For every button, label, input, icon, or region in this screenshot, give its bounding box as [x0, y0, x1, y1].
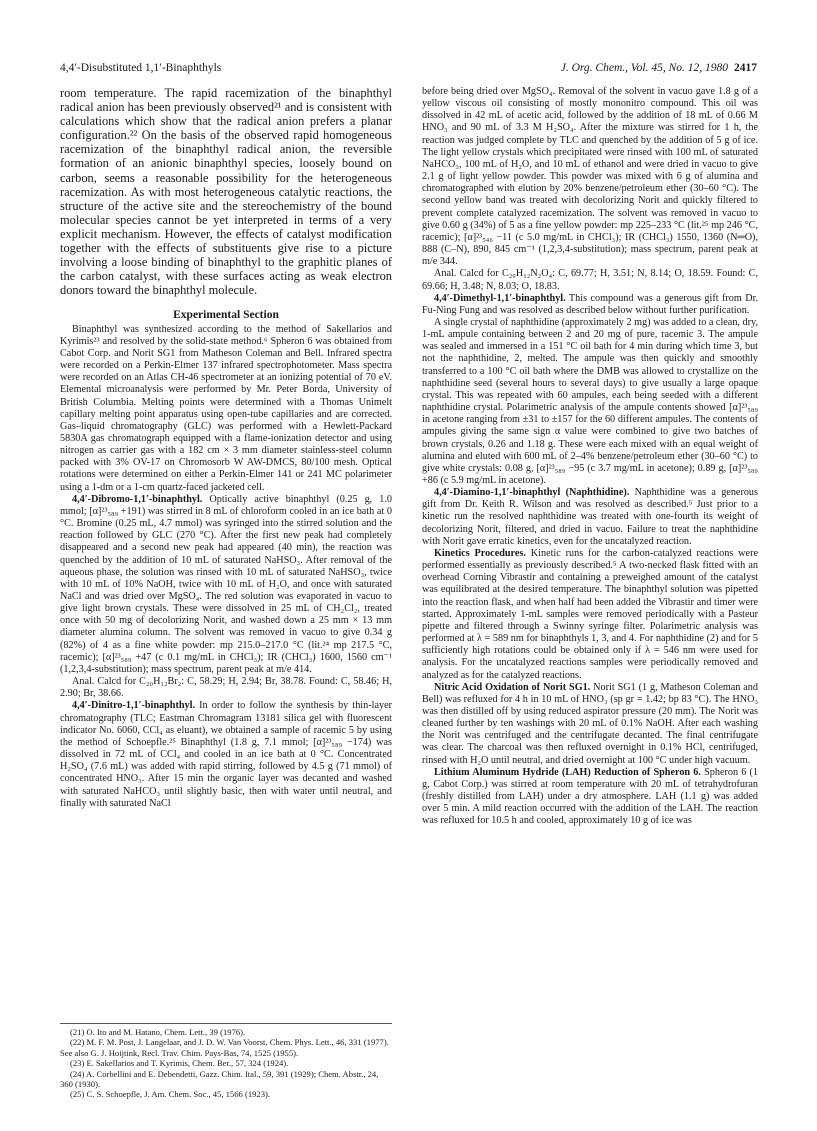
- paragraph-text: In order to follow the synthesis by thin-layer chromatography (TLC; Eastman Chromagram 13181 silica gel with fluorescent indicator No. 6060, CCl₄ as eluant), we obtained a sample of racemic 5 by using the method of Schoepfle.²⁵ Binaphthyl (1.8 g, 7.1 mmol; [α]²³₅₈₉ −174) was dissolved in 72 mL of CCl₄ and cooled in an ice bath at 0 °C. Concentrated H₂SO₄ (7.6 mL) was added with rapid stirring, followed by 4.5 g (71 mmol) of concentrated HNO₃. After 15 min the organic layer was decanted and washed with saturated NaHCO₃ until slightly basic, then with water until neutral, and finally with saturated NaCl: [60, 700, 392, 809]
- left-column: [60, 86, 392, 810]
- paragraph: before being dried over MgSO₄. Removal of the solvent in vacuo gave 1.8 g of a yellow viscous oil consisting of mostly mononitro compound. This oil was dissolved in 42 mL of acetic acid, followed by the addition of 18 mL of 0.66 M HNO₃ and 90 mL of 3.3 M H₂SO₄. After the mixture was stirred for 1 h, the reaction was judged complete by TLC and quenched by the addition of 5 g of ice. The light yellow crystals which precipitated were rinsed with 100 mL of saturated NaHCO₃, 100 mL of H₂O, and 10 mL of ethanol and were dried in vacuo to give 2.1 g of light yellow powder. This powder was mixed with 6 g of alumina and chromatographed with elution by 20% benzene/petroleum ether (30–60 °C). The second yellow band was treated with decolorizing Norit and quickly filtered to prevent complete catalyzed racemization. The solvent was removed in vacuo to give 0.60 g (34%) of 5 as a fine yellow powder: mp 225–233 °C (lit.²⁵ mp 246 °C, racemic); [α]²³₅₄₆ −11 (c 5.0 mg/mL in CHCl₃); IR (CHCl₃) 1550, 1360 (N═O), 888 (C–N), 890, 845 cm⁻¹ (1,2,3,4-substitution); mass spectrum, parent peak at m/e 344.: [422, 86, 758, 268]
- footnote: (25) C. S. Schoepfle, J. Am. Chem. Soc., 45, 1566 (1923).: [70, 1089, 271, 1100]
- footnote: (24) A. Corbellini and E. Debendetti, Gazz. Chim. Ital., 59, 391 (1929); Chem. Abstr., 24, 360 (1930).: [60, 1068, 379, 1090]
- journal-citation: [561, 62, 757, 74]
- paragraph: Anal. Calcd for C₂₀H₁₂N₂O₄: C, 69.77; H, 3.51; N, 8.14; O, 18.59. Found: C, 69.66; H, 3.48; N, 8.03; O, 18.83.: [422, 268, 758, 292]
- paragraph: [422, 293, 758, 317]
- paragraph-text: Naphthidine was a generous gift from Dr. Keith R. Wilson and was resolved as described.⁵ Just prior to a kinetic run the resolved naphthidine was treated with one-fourth its weight of decolorizing Norit, filtered, and dried in vacuo. Failure to treat the naphthidine with Norit gave erratic kinetics, even for the uncatalyzed reaction.: [422, 487, 758, 547]
- paragraph-text: Norit SG1 (1 g, Matheson Coleman and Bell) was refluxed for 4 h in 10 mL of HNO₃ (sp gr = 1.42; bp 83 °C). The HNO₃ was then distilled off by using reduced aspirator pressure (20 mm). The Norit was cleaned further by ten washings with 20 mL of 0.1% NaOH. After each washing the Norit was centrifuged and the centrifugate decanted. The final centrifugate was clear. The charcoal was then refluxed overnight in 0.1% HCl, centrifuged, rinsed with H₂O until neutral, and dried overnight at 100 °C under high vacuum.: [422, 681, 758, 766]
- paragraph-text: Kinetic runs for the carbon-catalyzed reactions were performed essentially as previously described.⁵ A two-necked flask fitted with an overhead Corning Vibrastir and containing a preweighed amount of the catalyst was equilibrated at the desired temperature. The binaphthyl solution was pipetted into the reaction flask, and when half had been added the Vibrastir and timer were started. Approximately 1-mL samples were removed periodically with a Pasteur pipette and filtered through a Swinny syringe filter. Polarimetric analysis was performed at λ = 589 nm for binaphthyls 1, 3, and 4. For naphthidine (2) and for 5 sufficiently high rotations could be obtained only if λ = 546 nm were used for analysis. For the uncatalyzed reactions samples were periodically removed and analyzed as for the catalyzed reactions.: [422, 547, 758, 681]
- paragraph-text: Optically active binaphthyl (0.25 g, 1.0 mmol; [α]²³₅₈₉ +191) was stirred in 8 mL of chloroform cooled in an ice bath at 0 °C. Bromine (0.25 mL, 4.7 mmol) was syringed into the stirred solution and the reaction followed by GLC (270 °C). After the first new peak had completely disappeared and a second new peak had appeared (40 min), the reaction was quenched by the addition of 10 mL of saturated NaHSO₃. After removal of the aqueous phase, the solution was rinsed with 10 mL of saturated NaHSO₃, twice with 10 mL of 10% NaOH, twice with 10 mL of H₂O, and once with saturated NaCl and was dried over MgSO₄. The red solution was evaporated in vacuo to give light brown crystals. These were dissolved in 25 mL of CH₂Cl₂, treated once with 50 mg of decolorizing Norit, and washed down a 25 mm × 13 mm diameter alumina column. The solvent was removed in vacuo to give 0.34 g (82%) of 4 as a fine white powder: mp 215.0–217.0 °C (lit.²⁴ mp 217.5 °C, racemic); [α]²³₅₈₉ +47 (c 0.1 mg/mL in CHCl₃); IR (CHCl₃) 1600, 1560 cm⁻¹ (1,2,3,4-substitution); mass spectrum, parent peak at m/e 414.: [60, 493, 392, 675]
- paragraph-text: This compound was a generous gift from Dr. Fu-Ning Fung and was resolved as described below without further purification.: [422, 292, 758, 316]
- lead-paragraph: room temperature. The rapid racemization of the binaphthyl radical anion has been previously observed²¹ and is consistent with calculations which show that the radical anion prefers a planar configuration.²² On the basis of the observed rapid homogeneous racemization of the binaphthyl radical anion, the reversible formation of an anionic binaphthyl species, loosely bound on carbon, seems a reasonable possibility for the heterogeneous racemization. As with most heterogeneous catalytic reactions, the structure of the active site and the stereochemistry of the bound molecular species cannot be yet interpreted in terms of a very explicit mechanism. However, the effects of catalyst modification together with the effects of substituents give rise to a picture involving a loose binding of binaphthyl to the graphitic planes of the carbon catalyst, with these surfaces acting as weak electron donors toward the binaphthyl molecule.: [60, 86, 392, 298]
- paragraph: [60, 700, 392, 809]
- subheading: 4,4′-Dimethyl-1,1′-binaphthyl.: [434, 292, 566, 304]
- journal-name: J. Org. Chem., Vol. 45, No. 12, 1980: [560, 62, 728, 74]
- footnote: (23) E. Sakellarios and T. Kyrimis, Chem. Ber., 57, 324 (1924).: [70, 1058, 289, 1069]
- paragraph-text: Spheron 6 (1 g, Cabot Corp.) was stirred at room temperature with 20 mL of tetrahydrofuran (freshly distilled from LAH) under a dry atmosphere. LAH (1.1 g) was added over 5 min. A mild reaction occurred with the addition of the LAH. The reaction was refluxed for 10.5 h and cooled, approximately 10 g of ice was: [422, 766, 758, 827]
- paragraph: [60, 494, 392, 676]
- paragraph: Anal. Calcd for C₂₀H₁₂Br₂: C, 58.29; H, 2.94; Br, 38.78. Found: C, 58.46; H, 2.90; Br, 38.66.: [60, 676, 392, 700]
- footnotes: [60, 1023, 392, 1100]
- paragraph: Binaphthyl was synthesized according to the method of Sakellarios and Kyrimis²³ and resolved by the solid-state method.⁶ Spheron 6 was obtained from Cabot Corp. and Norit SG1 from Matheson Coleman and Bell. Infrared spectra were recorded on a Perkin-Elmer 137 infrared spectrophotometer. Mass spectra were recorded on an Atlas CH-46 spectrometer at an ionizing potential of 70 eV. Elemental microanalysis were performed by Mr. Peter Borda, University of British Columbia. Melting points were determined with a Thomas Unimelt capillary melting point apparatus using open-tube capillaries and are corrected. Gas–liquid chromatography (GLC) was performed with a Hewlett-Packard 5830A gas chromatograph equipped with a flame-ionization detector and using nitrogen as carrier gas with a 182 cm × 3 mm diameter stainless-steel column packed with 3% OV-17 on Chromosorb W AW-DMCS, 80/100 mesh. Optical rotations were determined on either a Perkin-Elmer 141 or 241 MC polarimeter using a 1-dm or a 1-cm quartz-faced jacketed cell.: [60, 323, 392, 493]
- paragraph: [422, 548, 758, 682]
- subheading: Lithium Aluminum Hydride (LAH) Reduction of Spheron 6.: [434, 766, 701, 778]
- paragraph: [422, 487, 758, 548]
- running-title: 4,4′-Disubstituted 1,1′-Binaphthyls: [60, 62, 222, 74]
- paragraph: [422, 682, 758, 767]
- subheading: 4,4′-Diamino-1,1′-binaphthyl (Naphthidine).: [434, 487, 630, 499]
- subheading: 4,4′-Dibromo-1,1′-binaphthyl.: [72, 493, 203, 505]
- subheading: Kinetics Procedures.: [434, 547, 526, 559]
- footnote: (22) M. F. M. Post, J. Langelaar, and J. D. W. Van Voorst, Chem. Phys. Lett., 46, 331 (1977). See also G. J. Hoijtink, Recl. Trav. Chim. Pays-Bas, 74, 1525 (1955).: [60, 1037, 389, 1058]
- paragraph: [422, 767, 758, 828]
- subheading: Nitric Acid Oxidation of Norit SG1.: [434, 681, 591, 693]
- footnote: (21) O. Ito and M. Hatano, Chem. Lett., 39 (1976).: [70, 1027, 246, 1037]
- subheading: 4,4′-Dinitro-1,1′-binaphthyl.: [72, 700, 196, 712]
- section-title: Experimental Section: [173, 309, 279, 322]
- page-number: 2417: [734, 62, 757, 74]
- right-column: [422, 86, 758, 828]
- paragraph: A single crystal of naphthidine (approximately 2 mg) was added to a clean, dry, 1-mL ampule containing between 2 and 20 mg of pure, racemic 3. The ampule was sealed and immersed in a 151 °C oil bath for 4 min during which time 3, but not the naphthidine, 2, melted. The ampule was then quickly and smoothly transferred to a 100 °C oil bath where the DMB was allowed to crystallize on the naphthidine seed (several hours to several days) to give usually a large opaque crystal. This was repeated with 60 ampules, each being seeded with a different naphthidine crystal. Polarimetric analysis of the ampule contents showed [α]²³₅₈₉ in acetone ranging from ±31 to ±157 for the 60 different ampules. The contents of ampules giving the same sign α value were combined to give two batches of brown crystals, 0.26 and 1.18 g. These were each mixed with an equal weight of alumina and eluted with 600 mL of 2–4% benzene/petroleum ether (30–60 °C) to give white crystals: 0.08 g, [α]²³₅₈₉ −95 (c 3.7 mg/mL in acetone); 0.89 g, [α]²³₅₈₉ +86 (c 5.9 mg/mL in acetone).: [422, 316, 758, 486]
- running-header: [60, 62, 757, 78]
